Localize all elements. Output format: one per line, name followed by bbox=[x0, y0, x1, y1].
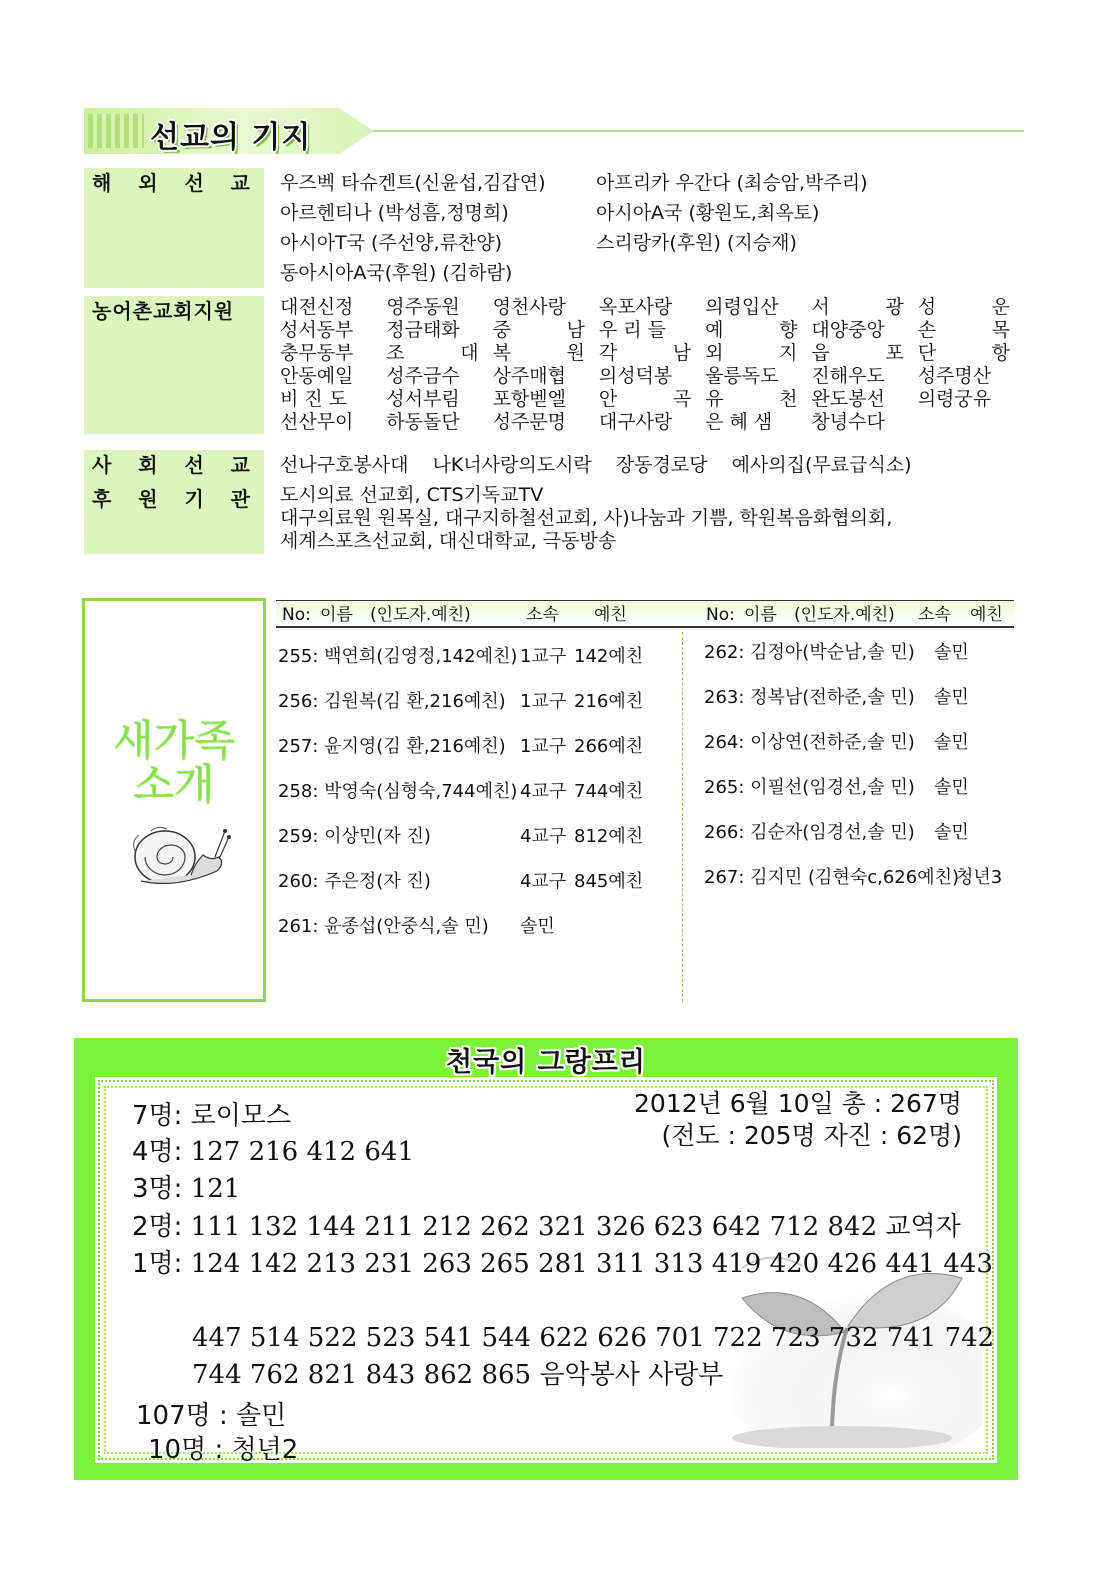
new-family-table bbox=[276, 600, 1014, 1004]
sponsor-line: 도시의료 선교회, CTS기독교TV bbox=[280, 484, 544, 506]
grandprix-row bbox=[132, 1173, 240, 1205]
header-decoration bbox=[88, 114, 144, 148]
rural-church-item: 성 운 bbox=[917, 296, 1010, 318]
cell-entry: 256: 김원복(김 환,216예친) bbox=[278, 691, 506, 712]
grandprix-row-value: 124 142 213 231 263 265 281 311 313 419 420 426 441 443 bbox=[182, 1249, 993, 1279]
social-label: 사 회 선 교 bbox=[84, 450, 264, 484]
rural-church-item: 의령궁유 bbox=[917, 388, 992, 410]
rural-church-item: 하동돌단 bbox=[386, 411, 460, 433]
grandprix-row-label: 3명: bbox=[132, 1174, 183, 1204]
social-item: 나K너사랑의도시락 bbox=[432, 454, 592, 476]
cell-group: 142예친 bbox=[574, 646, 644, 667]
rural-church-item: 복 원 bbox=[492, 342, 585, 364]
header-group: 예친 bbox=[594, 605, 627, 625]
cell-entry: 260: 주은정(자 진) bbox=[278, 871, 431, 892]
rural-church-item: 의령입산 bbox=[705, 296, 779, 318]
grandprix-continued: 744 762 821 843 862 865 음악봉사 사랑부 bbox=[192, 1360, 724, 1390]
cell-affil: 솔민 bbox=[934, 777, 969, 798]
header-affil: 소속 bbox=[918, 605, 951, 625]
grandprix-row-label: 4명: bbox=[132, 1137, 183, 1167]
cell-affil: 솔민 bbox=[934, 732, 969, 753]
overseas-item: 스리랑카(후원) (지승재) bbox=[596, 232, 797, 254]
rural-church-item: 각 남 bbox=[598, 342, 692, 364]
sponsor-row bbox=[84, 484, 1024, 554]
header-affil: 소속 bbox=[526, 605, 559, 625]
grandprix-row bbox=[132, 1248, 993, 1280]
rural-church-item: 손 목 bbox=[917, 319, 1010, 341]
rural-church-item bbox=[918, 411, 1024, 434]
snail-illustration bbox=[121, 811, 231, 891]
rural-church-row bbox=[84, 296, 1024, 434]
social-mission-row bbox=[84, 450, 1024, 480]
overseas-item: 동아시아A국(후원) (김하람) bbox=[280, 262, 513, 284]
cell-entry: 255: 백연희(김영정,142예친) bbox=[278, 646, 518, 667]
table-header bbox=[276, 600, 1014, 628]
overseas-item: 아시아T국 (주선양,류찬양) bbox=[280, 232, 503, 254]
grandprix-box bbox=[74, 1038, 1018, 1480]
rural-church-item: 포항벧엘 bbox=[492, 388, 566, 410]
rural-church-item: 외 지 bbox=[705, 342, 798, 364]
overseas-item: 아프리카 우간다 (최승암,박주리) bbox=[596, 172, 868, 194]
rural-church-item: 유 천 bbox=[705, 388, 798, 410]
rural-church-item: 옥포사랑 bbox=[598, 296, 673, 318]
grandprix-date: 2012년 6월 10일 총 : 267명 bbox=[634, 1089, 962, 1118]
grandprix-row-label: 7명: bbox=[132, 1101, 183, 1131]
rural-church-item: 진해우도 bbox=[811, 365, 885, 387]
cell-entry: 258: 박영숙(심형숙,744예친) bbox=[278, 781, 518, 802]
header-guide: (인도자.예친) bbox=[370, 605, 471, 625]
cell-entry: 262: 김정아(박순남,솔 민) bbox=[704, 642, 915, 663]
rural-church-item: 우 리 들 bbox=[598, 319, 666, 341]
grandprix-breakdown: (전도 : 205명 자진 : 62명) bbox=[661, 1121, 962, 1150]
grandprix-panel bbox=[98, 1080, 995, 1465]
rural-church-item: 성주명산 bbox=[917, 365, 992, 387]
sponsor-line: 세계스포츠선교회, 대신대학교, 극동방송 bbox=[280, 530, 617, 552]
cell-affil: 솔민 bbox=[934, 687, 969, 708]
rural-church-item: 비 진 도 bbox=[280, 388, 348, 410]
grandprix-row-value: 127 216 412 641 bbox=[182, 1137, 414, 1167]
rural-church-item: 대전신정 bbox=[280, 296, 354, 318]
rural-church-item: 성서부림 bbox=[386, 388, 460, 410]
social-list bbox=[280, 450, 1024, 480]
sponsor-label: 후 원 기 관 bbox=[84, 484, 264, 554]
grandprix-row-value: 121 bbox=[182, 1174, 241, 1204]
cell-entry: 264: 이상연(전하준,솔 민) bbox=[704, 732, 915, 753]
grandprix-summary bbox=[634, 1088, 962, 1152]
cell-group: 812예친 bbox=[574, 826, 644, 847]
cell-entry: 267: 김지민 (김현숙c,626예친) bbox=[704, 867, 959, 888]
social-item: 선나구호봉사대 bbox=[280, 454, 409, 476]
rural-church-grid bbox=[280, 296, 1024, 434]
cell-entry: 266: 김순자(임경선,솔 민) bbox=[704, 822, 915, 843]
overseas-list bbox=[280, 168, 1024, 288]
rural-church-item: 대양중앙 bbox=[811, 319, 885, 341]
header-guide: (인도자.예친) bbox=[794, 605, 895, 625]
social-item: 예사의집(무료급식소) bbox=[731, 454, 912, 476]
header-no: No: bbox=[282, 605, 311, 625]
overseas-mission-row bbox=[84, 168, 1024, 288]
cell-entry: 257: 윤지영(김 환,216예친) bbox=[278, 736, 506, 757]
cell-entry: 261: 윤종섭(안중식,솔 민) bbox=[278, 916, 489, 937]
cell-group: 266예친 bbox=[574, 736, 644, 757]
cell-affil: 1교구 bbox=[520, 691, 567, 712]
cell-group: 744예친 bbox=[574, 781, 644, 802]
rural-church-item: 울릉독도 bbox=[705, 365, 779, 387]
grandprix-row bbox=[132, 1136, 414, 1168]
overseas-item: 우즈벡 타슈겐트(신윤섭,김갑연) bbox=[280, 172, 546, 194]
grandprix-row-value: 111 132 144 211 212 262 321 326 623 642 712 842 교역자 bbox=[182, 1212, 961, 1242]
cell-affil: 1교구 bbox=[520, 736, 567, 757]
header-rule bbox=[364, 130, 1024, 132]
mission-title: 선교의 기지 bbox=[150, 120, 312, 155]
cell-affil: 솔민 bbox=[934, 642, 969, 663]
rural-church-item: 창녕수다 bbox=[811, 411, 885, 433]
rural-church-item: 안 곡 bbox=[598, 388, 692, 410]
rural-church-item: 예 향 bbox=[705, 319, 798, 341]
cell-group: 216예친 bbox=[574, 691, 644, 712]
grandprix-row bbox=[132, 1211, 961, 1243]
cell-affil: 청년3 bbox=[956, 867, 1003, 888]
cell-affil: 1교구 bbox=[520, 646, 567, 667]
rural-church-item: 영천사랑 bbox=[492, 296, 566, 318]
new-family-box bbox=[82, 598, 266, 1002]
grandprix-row-value: 로이모스 bbox=[182, 1101, 292, 1131]
overseas-label: 해 외 선 교 bbox=[84, 168, 264, 288]
sponsor-list bbox=[280, 484, 1024, 553]
grandprix-continued: 447 514 522 523 541 544 622 626 701 722 723 732 741 742 bbox=[192, 1323, 995, 1353]
header-group: 예친 bbox=[970, 605, 1003, 625]
rural-church-item: 의성덕봉 bbox=[598, 365, 673, 387]
cell-affil: 4교구 bbox=[520, 826, 567, 847]
column-divider bbox=[682, 632, 683, 1002]
grandprix-row bbox=[132, 1100, 291, 1132]
rural-church-item: 성서동부 bbox=[280, 319, 354, 341]
rural-church-item: 성주금수 bbox=[386, 365, 460, 387]
rural-church-item: 안동예일 bbox=[280, 365, 354, 387]
cell-entry: 265: 이필선(임경선,솔 민) bbox=[704, 777, 915, 798]
overseas-item: 아시아A국 (황원도,최옥토) bbox=[596, 202, 820, 224]
sponsor-line: 대구의료원 원목실, 대구지하철선교회, 사)나눔과 기쁨, 학원복음화협의회, bbox=[280, 507, 893, 529]
cell-affil: 4교구 bbox=[520, 871, 567, 892]
cell-affil: 솔민 bbox=[520, 916, 555, 937]
rural-church-item: 상주매협 bbox=[492, 365, 566, 387]
cell-entry: 259: 이상민(자 진) bbox=[278, 826, 431, 847]
rural-church-item: 충무동부 bbox=[280, 342, 354, 364]
rural-label: 농어촌교회지원 bbox=[84, 296, 264, 434]
header-no: No: bbox=[706, 605, 735, 625]
grandprix-row-label: 1명: bbox=[132, 1249, 183, 1279]
rural-church-item: 읍 포 bbox=[811, 342, 904, 364]
grandprix-title: 천국의 그랑프리 bbox=[446, 1047, 646, 1078]
rural-church-item: 단 항 bbox=[917, 342, 1010, 364]
rural-church-item: 은 혜 샘 bbox=[705, 411, 773, 433]
header-name: 이름 bbox=[744, 605, 777, 625]
rural-church-item: 완도봉선 bbox=[811, 388, 885, 410]
cell-affil: 솔민 bbox=[934, 822, 969, 843]
rural-church-item: 대구사랑 bbox=[598, 411, 673, 433]
cell-group: 845예친 bbox=[574, 871, 644, 892]
grandprix-row-label: 2명: bbox=[132, 1212, 183, 1242]
rural-church-item: 정금태화 bbox=[386, 319, 460, 341]
rural-church-item: 서 광 bbox=[811, 296, 904, 318]
header-name: 이름 bbox=[320, 605, 353, 625]
mission-header bbox=[84, 108, 1024, 154]
cell-entry: 263: 정복남(전하준,솔 민) bbox=[704, 687, 915, 708]
social-item: 장동경로당 bbox=[615, 454, 708, 476]
new-family-title: 새가족 소개 bbox=[113, 716, 235, 809]
grandprix-extra: 10명 : 청년2 bbox=[148, 1435, 299, 1465]
rural-church-item: 영주동원 bbox=[386, 296, 460, 318]
cell-affil: 4교구 bbox=[520, 781, 567, 802]
rural-church-item: 성주문명 bbox=[492, 411, 566, 433]
rural-church-item: 중 남 bbox=[492, 319, 585, 341]
grandprix-extra: 107명 : 솔민 bbox=[136, 1401, 287, 1431]
rural-church-item: 선산무이 bbox=[280, 411, 354, 433]
rural-church-item: 조 대 bbox=[386, 342, 479, 364]
overseas-item: 아르헨티나 (박성흠,정명희) bbox=[280, 202, 509, 224]
